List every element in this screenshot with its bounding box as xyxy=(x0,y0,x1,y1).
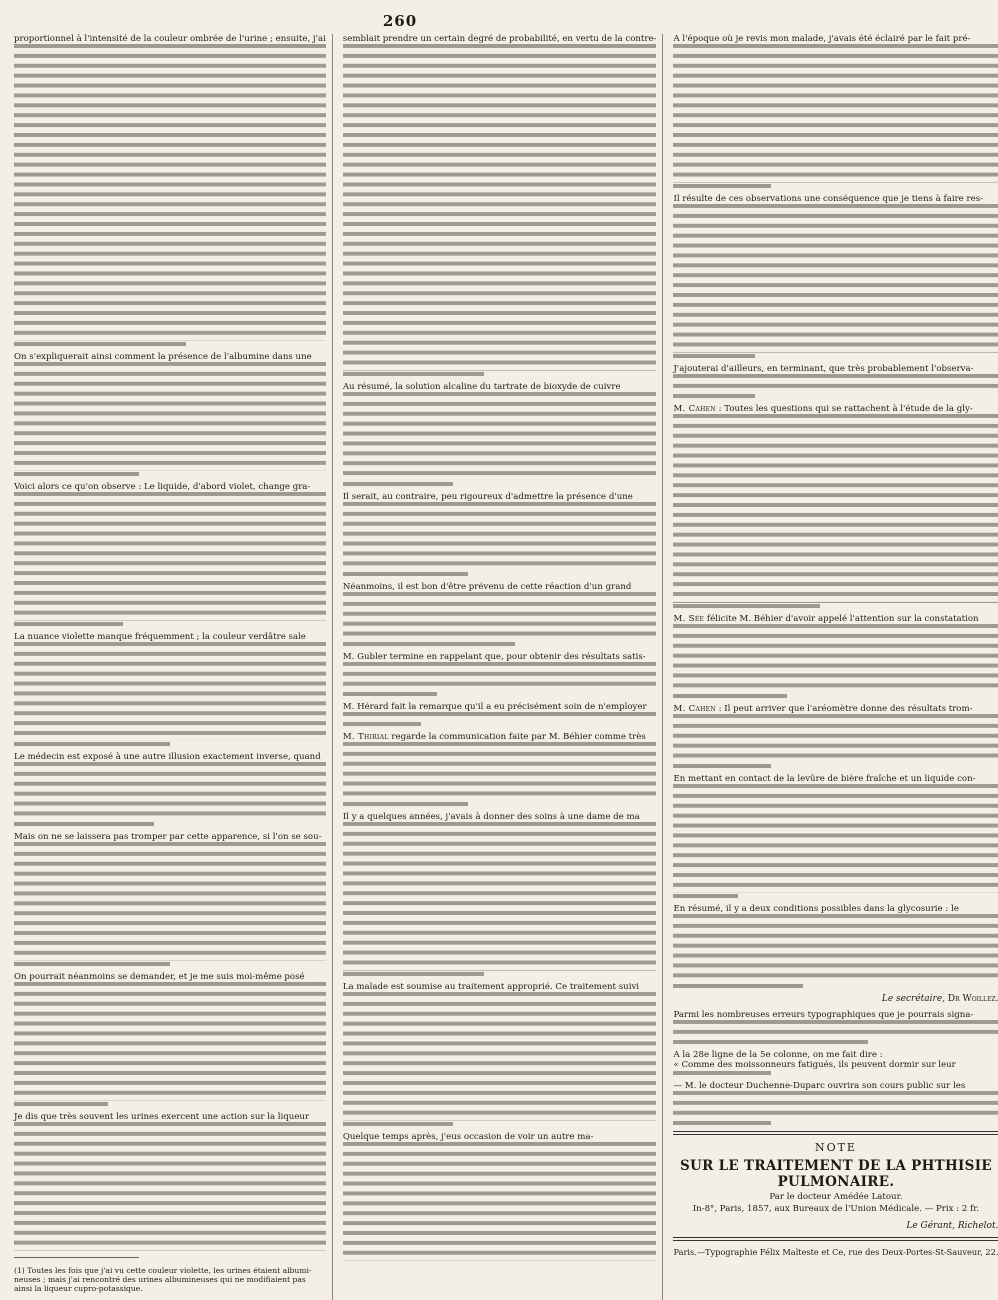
text-last-line xyxy=(343,572,468,576)
paragraph xyxy=(14,34,326,346)
paragraph-lead: On pourrait néanmoins se demander, et je me suis moi-même posé xyxy=(14,972,305,982)
text-last-line xyxy=(343,802,468,806)
paragraph xyxy=(343,492,657,576)
text-last-line xyxy=(673,694,787,698)
text-last-line xyxy=(343,482,453,486)
text-lines xyxy=(673,714,998,763)
text-lines xyxy=(673,414,998,603)
paragraph xyxy=(673,364,998,398)
paragraph xyxy=(673,34,998,188)
paragraph-lead: Voici alors ce qu'on observe : Le liquide, d'abord violet, change gra- xyxy=(14,482,311,492)
text-last-line xyxy=(14,962,170,966)
text-last-line xyxy=(14,342,186,346)
text-last-line xyxy=(343,642,515,646)
speaker-name: M. Thirial xyxy=(342,732,389,742)
paragraph xyxy=(343,382,657,486)
text-columns xyxy=(14,34,998,1293)
page-number: 260 xyxy=(382,12,418,30)
paragraph-lead-text: : Il peut arriver que l'aréomètre donne des résultats trom- xyxy=(715,704,973,714)
text-lines xyxy=(343,742,657,801)
paragraph xyxy=(343,34,657,376)
column-2 xyxy=(343,34,664,1300)
paragraph-lead: Au résumé, la solution alcaline du tartrate de bioxyde de cuivre xyxy=(342,382,621,392)
paragraph-lead: — M. le docteur Duchenne-Duparc ouvrira son cours public sur les xyxy=(673,1081,966,1091)
text-last-line xyxy=(14,1102,108,1106)
text-lines xyxy=(343,44,657,371)
text-last-line xyxy=(343,972,484,976)
paragraph-lead xyxy=(343,732,657,742)
text-last-line xyxy=(14,822,154,826)
paragraph-lead: A l'époque où je revis mon malade, j'avais été éclairé par le fait pré- xyxy=(673,34,971,44)
speaker-name: M. Cahen xyxy=(673,404,716,414)
paragraph-lead: semblait prendre un certain degré de probabilité, en vertu de la contre- xyxy=(342,34,657,44)
paragraph xyxy=(673,774,998,898)
imprint-rule xyxy=(673,1237,998,1241)
text-last-line xyxy=(673,1121,770,1125)
paragraph xyxy=(673,1050,998,1075)
text-lines xyxy=(673,1020,998,1039)
paragraph xyxy=(673,614,998,698)
text-lines xyxy=(673,44,998,183)
text-last-line xyxy=(673,764,770,768)
paragraph xyxy=(343,812,657,976)
text-last-line xyxy=(673,184,770,188)
text-lines xyxy=(343,992,657,1121)
paragraph-lead-text: félicite M. Béhier d'avoir appelé l'attention sur la constatation xyxy=(704,614,979,624)
footnote-rule xyxy=(14,1257,139,1258)
footnote: (1) Toutes les fois que j'ai vu cette couleur violette, les urines étaient albumi-neuses ; mais j'ai rencontré des urines albumineuses qui ne modifiaient pas ainsi la liqueur cupro-potassique. xyxy=(14,1265,312,1293)
paragraph-lead: Il y a quelques années, j'avais à donner des soins à une dame de ma xyxy=(342,812,640,822)
text-lines xyxy=(673,1091,998,1120)
paragraph-lead: On s'expliquerait ainsi comment la présence de l'albumine dans une xyxy=(14,352,312,362)
paragraph-lead xyxy=(673,404,998,414)
column-3 xyxy=(673,34,998,1300)
paragraph-lead: proportionnel à l'intensité de la couleur ombrée de l'urine ; ensuite, j'ai xyxy=(14,34,326,44)
book-author: Par le docteur Amédée Latour. xyxy=(769,1192,903,1202)
text-lines xyxy=(343,712,657,721)
text-last-line xyxy=(673,354,754,358)
paragraph-lead: Il serait, au contraire, peu rigoureux d'admettre la présence d'une xyxy=(342,492,633,502)
book-details: In-8°, Paris, 1857, aux Bureaux de l'Union Médicale. — Prix : 2 fr. xyxy=(692,1204,980,1214)
text-last-line xyxy=(14,472,139,476)
paragraph xyxy=(673,194,998,358)
paragraph xyxy=(14,632,326,746)
text-last-line xyxy=(343,692,437,696)
paragraph xyxy=(14,1112,326,1251)
signature-name: Dr Woillez. xyxy=(947,994,998,1004)
paragraph xyxy=(343,702,657,726)
paragraph xyxy=(343,732,657,806)
paragraph-lead: Quelque temps après, j'eus occasion de voir un autre ma- xyxy=(342,1132,594,1142)
secretary-signature xyxy=(673,994,998,1004)
paragraph-lead: Il résulte de ces observations une conséquence que je tiens à faire res- xyxy=(673,194,984,204)
text-lines xyxy=(673,624,998,693)
text-lines xyxy=(14,842,326,961)
text-last-line xyxy=(673,1071,770,1075)
text-lines xyxy=(343,502,657,571)
paragraph xyxy=(14,832,326,966)
text-lines xyxy=(14,44,326,341)
text-lines xyxy=(673,914,998,983)
text-last-line xyxy=(673,1040,868,1044)
text-lines xyxy=(343,392,657,481)
text-last-line xyxy=(343,1122,453,1126)
paragraph xyxy=(343,582,657,646)
text-last-line xyxy=(14,742,170,746)
paragraph-lead xyxy=(673,614,998,624)
paragraph-lead-text: regarde la communication faite par M. Béhier comme très xyxy=(388,732,646,742)
text-lines xyxy=(343,1142,657,1261)
text-last-line xyxy=(673,894,738,898)
text-lines xyxy=(14,1122,326,1251)
section-rule xyxy=(673,1131,998,1135)
signature-role: Le secrétaire, xyxy=(881,994,946,1004)
paragraph xyxy=(673,1081,998,1125)
text-lines xyxy=(673,374,998,393)
paragraph xyxy=(14,482,326,626)
text-lines xyxy=(673,784,998,893)
paragraph xyxy=(14,752,326,826)
paragraph-lead: J'ajouterai d'ailleurs, en terminant, que très probablement l'observa- xyxy=(673,364,974,374)
text-lines xyxy=(673,204,998,353)
paragraph-lead: Le médecin est exposé à une autre illusion exactement inverse, quand xyxy=(14,752,321,762)
paragraph-lead: M. Hérard fait la remarque qu'il a eu précisément soin de n'employer xyxy=(342,702,647,712)
text-lines xyxy=(14,762,326,821)
paragraph-lead: Parmi les nombreuses erreurs typographiques que je pourrais signa- xyxy=(673,1010,974,1020)
paragraph xyxy=(343,982,657,1126)
paragraph xyxy=(673,1010,998,1044)
text-last-line xyxy=(673,394,754,398)
text-last-line xyxy=(14,622,123,626)
speaker-name: M. Sée xyxy=(673,614,705,624)
speaker-name: M. Cahen xyxy=(673,704,716,714)
text-last-line xyxy=(343,722,421,726)
text-lines xyxy=(343,592,657,641)
text-lines xyxy=(14,362,326,471)
paragraph xyxy=(343,1132,657,1261)
text-lines xyxy=(343,662,657,691)
paragraph-lead xyxy=(673,704,998,714)
text-lines xyxy=(14,982,326,1101)
text-lines xyxy=(14,492,326,621)
paragraph-lead-text: : Toutes les questions qui se rattachent à l'étude de la gly- xyxy=(715,404,973,414)
paragraph xyxy=(673,904,998,988)
text-last-line xyxy=(673,984,803,988)
paragraph-lead: La nuance violette manque fréquemment ; la couleur verdâtre sale xyxy=(14,632,306,642)
text-lines xyxy=(343,822,657,971)
paragraph-lead: Néanmoins, il est bon d'être prévenu de cette réaction d'un grand xyxy=(342,582,632,592)
paragraph xyxy=(673,404,998,608)
paragraph-lead: M. Gubler termine en rappelant que, pour obtenir des résultats satis- xyxy=(342,652,646,662)
column-1 xyxy=(14,34,333,1300)
text-last-line xyxy=(343,372,484,376)
gerant-signature: Le Gérant, Richelot. xyxy=(906,1221,998,1231)
paragraph xyxy=(14,352,326,476)
book-title: SUR LE TRAITEMENT DE LA PHTHISIE PULMONAIRE. xyxy=(679,1158,992,1190)
paragraph-lead: A la 28e ligne de la 5e colonne, on me fait dire : xyxy=(673,1050,883,1060)
printer-imprint: Paris.—Typographie Félix Malteste et Ce, rue des Deux-Portes-St-Sauveur, 22. xyxy=(673,1247,998,1257)
paragraph-lead: Mais on ne se laissera pas tromper par cette apparence, si l'on se sou- xyxy=(14,832,322,842)
text-lines xyxy=(14,642,326,741)
paragraph-lead: Je dis que très souvent les urines exercent une action sur la liqueur xyxy=(14,1112,310,1122)
text-last-line xyxy=(673,604,819,608)
paragraph-lead: En résumé, il y a deux conditions possibles dans la glycosurie : le xyxy=(673,904,959,914)
paragraph-lead: En mettant en contact de la levûre de bière fraîche et un liquide con- xyxy=(673,774,976,784)
paragraph-lead: La malade est soumise au traitement approprié. Ce traitement suivi xyxy=(342,982,640,992)
paragraph xyxy=(673,704,998,768)
note-heading: NOTE xyxy=(814,1141,857,1154)
quoted-line: « Comme des moissonneurs fatigués, ils peuvent dormir sur leur xyxy=(673,1060,956,1070)
paragraph xyxy=(343,652,657,696)
paragraph xyxy=(14,972,326,1106)
